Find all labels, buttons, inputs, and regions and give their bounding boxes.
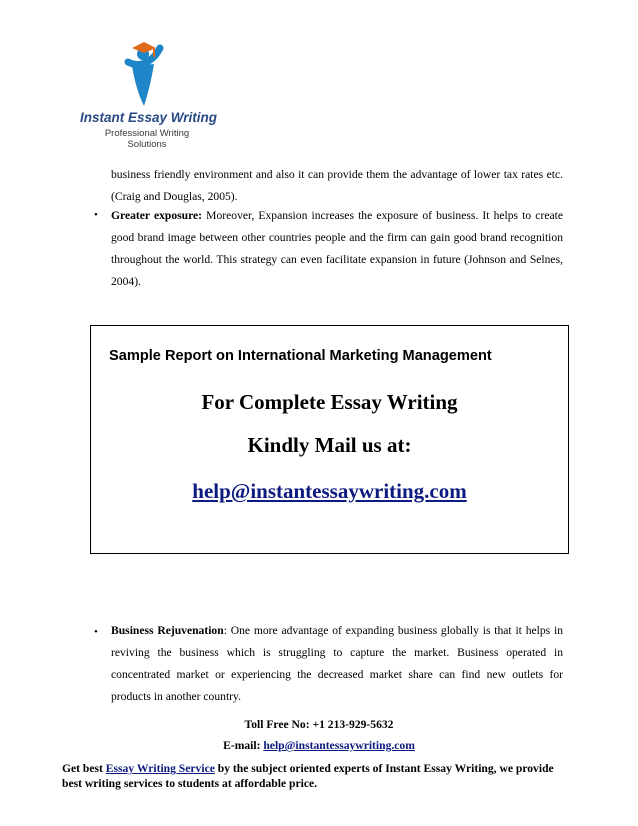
box-email-link[interactable]: help@instantessaywriting.com [192,479,467,503]
bullet-text: : One more advantage of expanding business globally is that it helps in reviving the business which is struggling to capture the market. Business operated in concentrated market or experiencing the decreased market share can find new outlets for products in another country. [111,624,563,703]
box-title: Sample Report on International Marketing Management [109,348,492,364]
footer-email-link[interactable]: help@instantessaywriting.com [263,739,415,752]
promo-box [90,325,569,554]
box-heading: For Complete Essay Writing [201,390,458,414]
footer-email-label: E-mail: [223,739,264,752]
bullet-icon: • [94,626,98,638]
footer-email-line [0,739,638,752]
bullet-icon: • [94,209,98,221]
paragraph-continuation: business friendly environment and also it can provide them the advantage of lower tax rates etc. (Craig and Douglas, 2005). [111,168,563,203]
promo-suffix: by the subject oriented experts of Instant Essay Writing, we provide best writing services to students at affordable price. [62,762,554,790]
logo-title: Instant Essay Writing [80,110,218,125]
bullet-label: Greater exposure: [111,209,203,222]
bullet-label: Business Rejuvenation [111,624,224,637]
box-subheading: Kindly Mail us at: [247,433,412,457]
logo-subtitle-line-2: Solutions [127,139,167,150]
essay-writing-service-link[interactable]: Essay Writing Service [105,762,215,775]
footer-promo [62,761,572,791]
toll-free-number: Toll Free No: +1 213-929-5632 [244,718,394,731]
promo-prefix: Get best [62,762,106,775]
bullet-business-rejuvenation [111,620,563,708]
bullet-text: Moreover, Expansion increases the exposure of business. It helps to create good brand image between other countries people and the firm can gain good brand recognition throughout the world. This strategy can even facilitate expansion in future (Johnson and Selnes, 2004). [111,209,563,288]
bullet-greater-exposure [111,205,563,293]
company-logo [80,40,218,152]
logo-subtitle [92,128,202,150]
logo-figure-icon [110,40,180,110]
logo-subtitle-line-1: Professional Writing [104,128,190,139]
